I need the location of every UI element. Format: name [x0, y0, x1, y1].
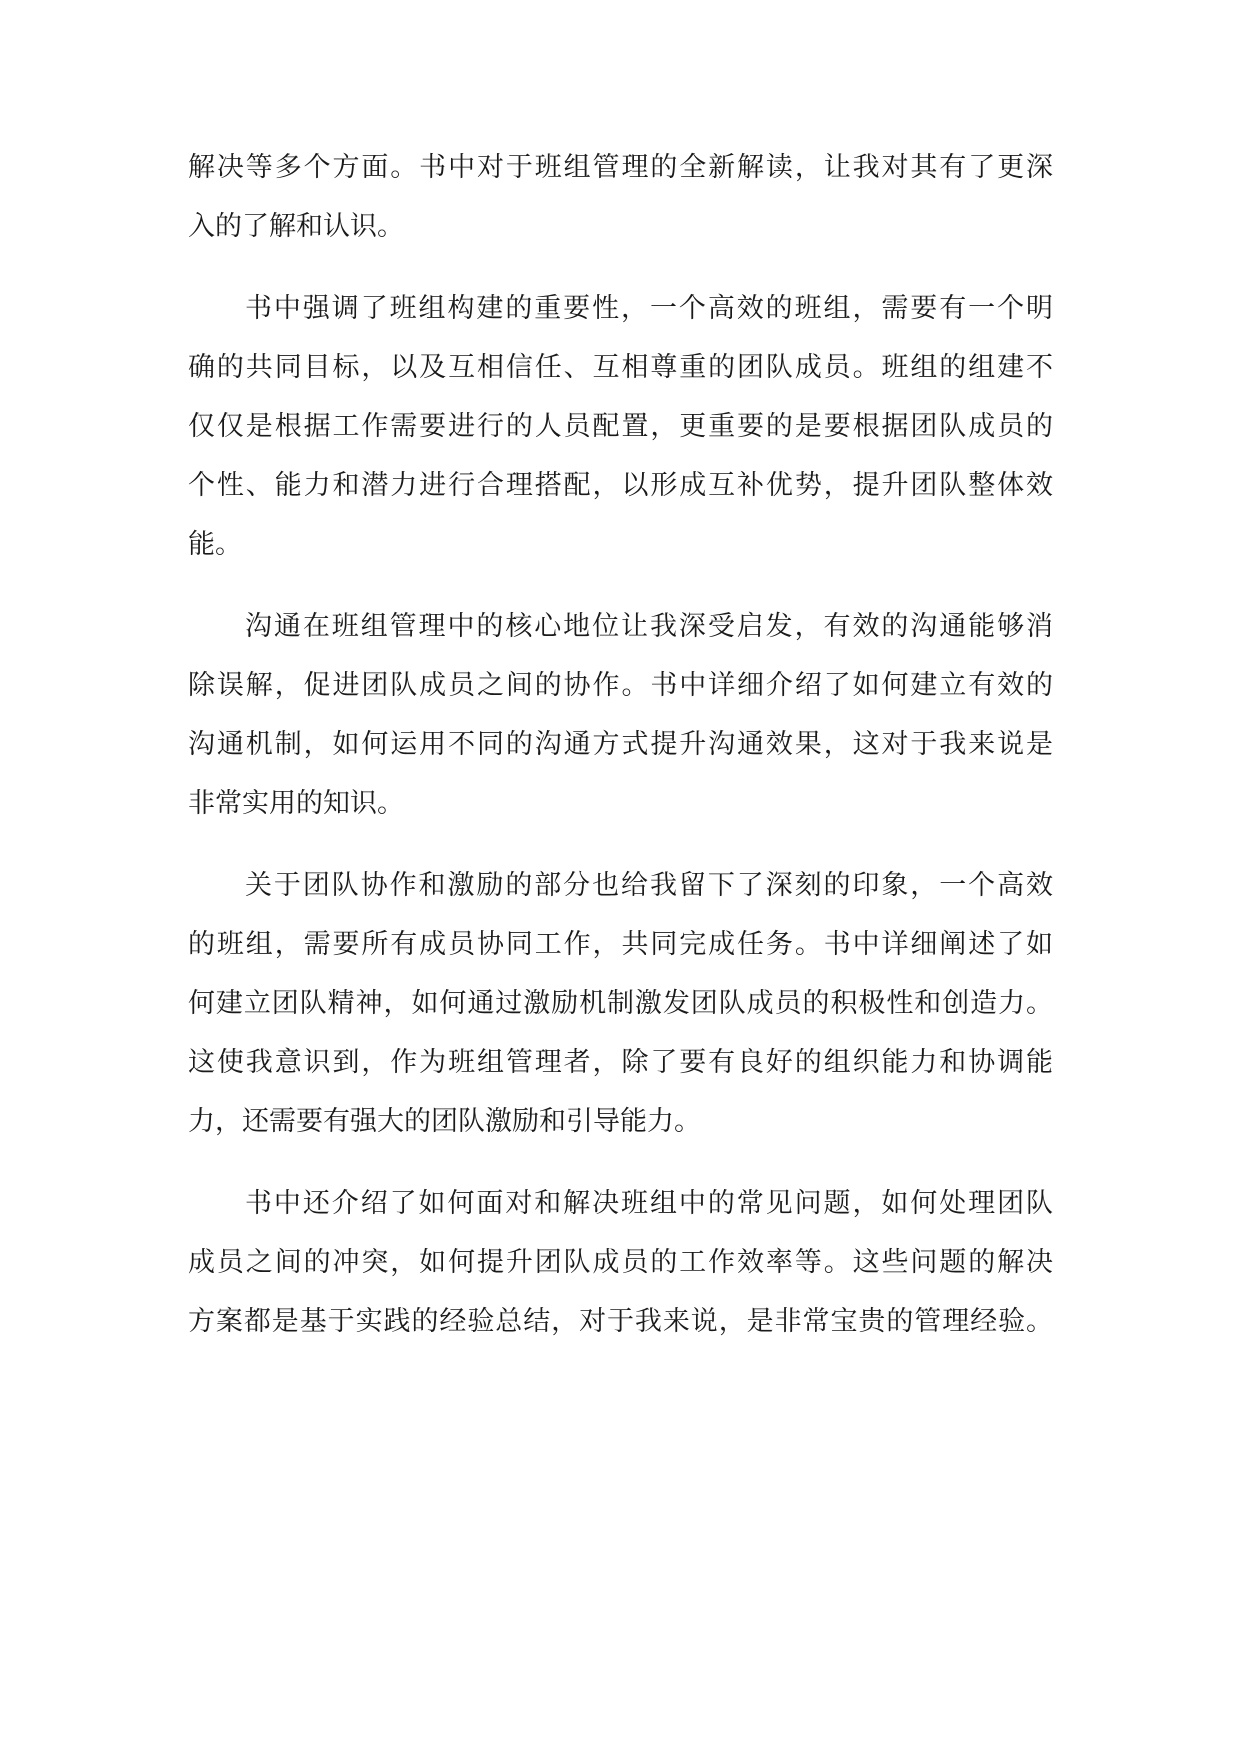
paragraph-4 — [188, 856, 1053, 1151]
paragraph-1 — [188, 138, 1053, 256]
paragraph-line: 入的了解和认识。 — [188, 211, 404, 242]
paragraph-line: 确的共同目标，以及互相信任、互相尊重的团队成员。班组的组建不 — [188, 352, 1053, 383]
paragraph-line: 方案都是基于实践的经验总结，对于我来说，是非常宝贵的管理经验。 — [188, 1306, 1053, 1337]
paragraph-line: 除误解，促进团队成员之间的协作。书中详细介绍了如何建立有效的 — [188, 670, 1053, 701]
paragraph-gap — [188, 256, 1053, 279]
paragraph-line: 书中强调了班组构建的重要性，一个高效的班组，需要有一个明 — [245, 293, 1053, 324]
paragraph-line: 这使我意识到，作为班组管理者，除了要有良好的组织能力和协调能 — [188, 1047, 1053, 1078]
paragraph-gap — [188, 833, 1053, 856]
paragraph-gap — [188, 574, 1053, 597]
paragraph-line: 书中还介绍了如何面对和解决班组中的常见问题，如何处理团队 — [245, 1188, 1053, 1219]
paragraph-3 — [188, 597, 1053, 833]
paragraph-line: 沟通机制，如何运用不同的沟通方式提升沟通效果，这对于我来说是 — [188, 729, 1053, 760]
paragraph-line: 个性、能力和潜力进行合理搭配，以形成互补优势，提升团队整体效 — [188, 470, 1053, 501]
paragraph-line: 解决等多个方面。书中对于班组管理的全新解读，让我对其有了更深 — [188, 152, 1053, 183]
paragraph-line: 能。 — [188, 529, 242, 560]
paragraph-line: 力，还需要有强大的团队激励和引导能力。 — [188, 1106, 701, 1137]
paragraph-line: 沟通在班组管理中的核心地位让我深受启发，有效的沟通能够消 — [245, 611, 1053, 642]
document-body — [188, 138, 1053, 1351]
paragraph-line: 关于团队协作和激励的部分也给我留下了深刻的印象，一个高效 — [245, 870, 1053, 901]
paragraph-5 — [188, 1174, 1053, 1351]
paragraph-gap — [188, 1151, 1053, 1174]
paragraph-2 — [188, 279, 1053, 574]
paragraph-line: 非常实用的知识。 — [188, 788, 404, 819]
paragraph-line: 何建立团队精神，如何通过激励机制激发团队成员的积极性和创造力。 — [188, 988, 1053, 1019]
paragraph-line: 仅仅是根据工作需要进行的人员配置，更重要的是要根据团队成员的 — [188, 411, 1053, 442]
paragraph-line: 成员之间的冲突，如何提升团队成员的工作效率等。这些问题的解决 — [188, 1247, 1053, 1278]
paragraph-line: 的班组，需要所有成员协同工作，共同完成任务。书中详细阐述了如 — [188, 929, 1053, 960]
